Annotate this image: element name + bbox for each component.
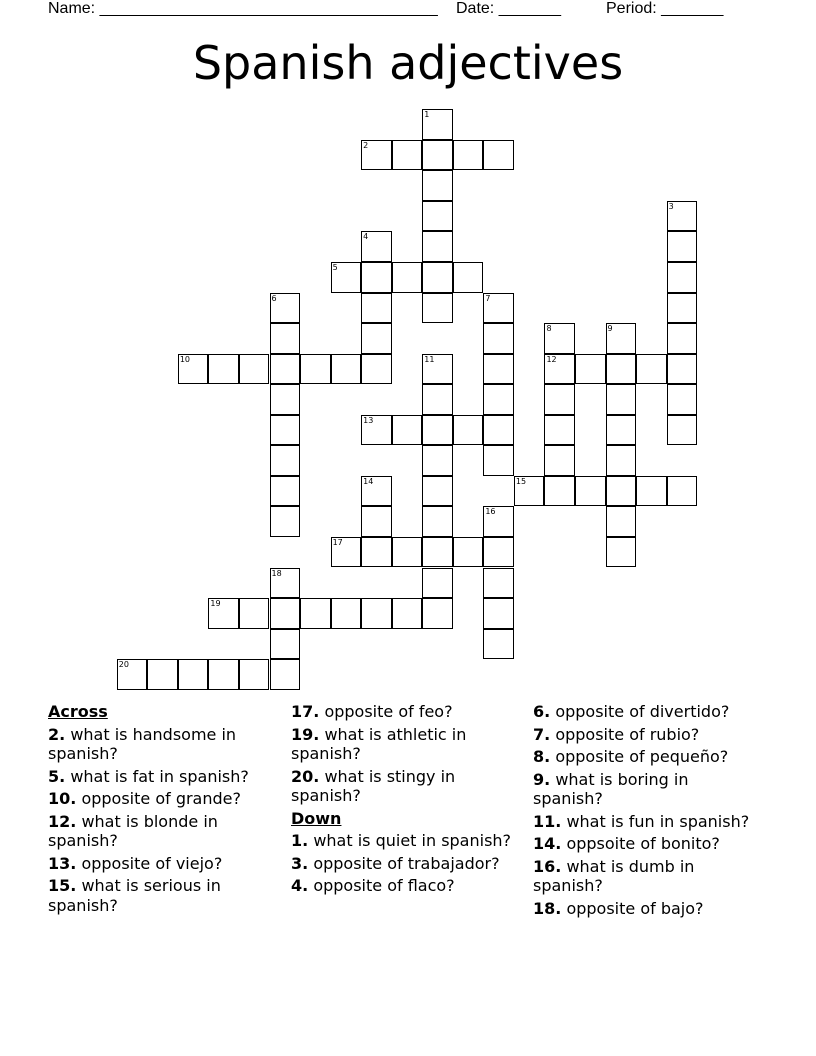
grid-cell[interactable]	[270, 415, 301, 446]
grid-cell[interactable]	[270, 598, 301, 629]
grid-cell[interactable]	[422, 231, 453, 262]
across-heading: Across	[48, 702, 108, 721]
date-field[interactable]: Date: _______	[456, 0, 561, 17]
grid-cell[interactable]	[483, 445, 514, 476]
grid-cell[interactable]	[606, 506, 637, 537]
grid-cell[interactable]	[575, 476, 606, 507]
grid-cell[interactable]	[422, 201, 453, 232]
grid-cell[interactable]	[361, 476, 392, 507]
grid-cell[interactable]	[392, 262, 423, 293]
grid-cell[interactable]	[392, 598, 423, 629]
grid-cell[interactable]	[544, 323, 575, 354]
grid-cell[interactable]	[422, 384, 453, 415]
grid-cell[interactable]	[239, 354, 270, 385]
grid-cell[interactable]	[270, 323, 301, 354]
grid-cell[interactable]	[178, 659, 209, 690]
cell-number: 17	[332, 537, 343, 547]
grid-cell[interactable]	[667, 415, 698, 446]
clue-down-4: 4. opposite of flaco?	[291, 876, 455, 895]
grid-cell[interactable]	[544, 354, 575, 385]
grid-cell[interactable]	[544, 445, 575, 476]
grid-cell[interactable]	[208, 354, 239, 385]
grid-cell[interactable]	[453, 140, 484, 171]
grid-cell[interactable]	[483, 354, 514, 385]
grid-cell[interactable]	[483, 293, 514, 324]
clue-across-17: 17. opposite of feo?	[291, 702, 453, 721]
grid-cell[interactable]	[392, 140, 423, 171]
name-field[interactable]: Name: ______________________________________	[48, 0, 438, 17]
cell-number: 5	[332, 263, 338, 272]
clue-across-2: 2. what is handsome in spanish?	[48, 724, 237, 763]
cell-number: 1	[424, 110, 430, 120]
clue-down-1: 1. what is quiet in spanish?	[291, 831, 512, 850]
grid-cell[interactable]	[270, 506, 301, 537]
grid-cell[interactable]	[361, 506, 392, 537]
grid-cell[interactable]	[300, 354, 331, 385]
grid-cell[interactable]	[361, 537, 392, 568]
cell-number: 4	[363, 232, 369, 242]
grid-cell[interactable]	[422, 537, 453, 568]
grid-cell[interactable]	[483, 506, 514, 537]
grid-cell[interactable]	[361, 598, 392, 629]
cell-number: 11	[424, 354, 435, 364]
grid-cell[interactable]	[667, 231, 698, 262]
cell-number: 15	[515, 476, 527, 486]
grid-cell[interactable]	[331, 354, 362, 385]
grid-cell[interactable]	[422, 109, 453, 140]
grid-cell[interactable]	[483, 323, 514, 354]
cell-number: 16	[485, 507, 496, 517]
grid-cell[interactable]	[606, 323, 637, 354]
cell-number: 10	[179, 354, 191, 364]
grid-cell[interactable]	[483, 598, 514, 629]
grid-cell[interactable]	[544, 476, 575, 507]
clue-down-11: 11. what is fun in spanish?	[533, 811, 750, 831]
period-field[interactable]: Period: _______	[606, 0, 724, 17]
grid-cell[interactable]	[392, 537, 423, 568]
grid-cell[interactable]	[514, 476, 545, 507]
grid-cell[interactable]	[422, 293, 453, 324]
clue-down-18: 18. opposite of bajo?	[533, 898, 704, 918]
grid-cell[interactable]	[606, 354, 637, 385]
grid-cell[interactable]	[331, 598, 362, 629]
grid-cell[interactable]	[606, 384, 637, 415]
grid-cell[interactable]	[270, 659, 301, 690]
grid-cell[interactable]	[361, 231, 392, 262]
grid-cell[interactable]	[361, 415, 392, 446]
grid-cell[interactable]	[392, 415, 423, 446]
grid-cell[interactable]	[667, 201, 698, 232]
grid-cell[interactable]	[270, 384, 301, 415]
grid-cell[interactable]	[606, 445, 637, 476]
clue-across-5: 5. what is fat in spanish?	[48, 766, 249, 786]
grid-cell[interactable]	[147, 659, 178, 690]
cell-number: 19	[210, 599, 221, 609]
grid-cell[interactable]	[483, 537, 514, 568]
clue-across-15: 15. what is serious in spanish?	[48, 876, 221, 915]
grid-cell[interactable]	[483, 384, 514, 415]
cell-number: 7	[485, 293, 491, 303]
clue-down-16: 16. what is dumb in spanish?	[533, 856, 695, 895]
grid-cell[interactable]	[636, 354, 667, 385]
clue-across-20: 20. what is stingy in spanish?	[291, 766, 456, 805]
grid-cell[interactable]	[422, 445, 453, 476]
cell-number: 14	[363, 476, 374, 486]
grid-cell[interactable]	[667, 384, 698, 415]
grid-cell[interactable]	[270, 629, 301, 660]
cell-number: 13	[363, 415, 374, 425]
cell-number: 12	[546, 354, 557, 364]
grid-cell[interactable]	[422, 506, 453, 537]
clue-down-8: 8. opposite of pequeño?	[533, 747, 729, 766]
grid-cell[interactable]	[422, 262, 453, 293]
grid-cell[interactable]	[270, 476, 301, 507]
grid-cell[interactable]	[270, 293, 301, 324]
grid-cell[interactable]	[422, 598, 453, 629]
grid-cell[interactable]	[636, 476, 667, 507]
grid-cell[interactable]	[422, 476, 453, 507]
cell-number: 18	[271, 568, 282, 578]
grid-cell[interactable]	[361, 323, 392, 354]
cell-number: 3	[668, 201, 674, 211]
grid-cell[interactable]	[331, 262, 362, 293]
grid-cell[interactable]	[117, 659, 148, 690]
grid-cell[interactable]	[483, 415, 514, 446]
grid-cell[interactable]	[422, 170, 453, 201]
grid-cell[interactable]	[453, 415, 484, 446]
grid-cell[interactable]	[361, 293, 392, 324]
clue-across-10: 10. opposite of grande?	[48, 789, 241, 808]
grid-cell[interactable]	[422, 568, 453, 599]
cell-number: 20	[118, 660, 129, 670]
clue-down-6: 6. opposite of divertido?	[533, 702, 730, 721]
grid-cell[interactable]	[239, 659, 270, 690]
grid-cell[interactable]	[544, 415, 575, 446]
grid-cell[interactable]	[483, 568, 514, 599]
clue-down-14: 14. oppsoite of bonito?	[533, 834, 720, 853]
down-heading: Down	[291, 808, 342, 828]
grid-cell[interactable]	[667, 354, 698, 385]
grid-cell[interactable]	[270, 354, 301, 385]
grid-cell[interactable]	[575, 354, 606, 385]
cell-number: 2	[363, 140, 369, 150]
grid-cell[interactable]	[239, 598, 270, 629]
grid-cell[interactable]	[606, 476, 637, 507]
grid-cell[interactable]	[270, 445, 301, 476]
grid-cell[interactable]	[422, 415, 453, 446]
grid-cell[interactable]	[667, 476, 698, 507]
grid-cell[interactable]	[483, 140, 514, 171]
grid-cell[interactable]	[483, 629, 514, 660]
grid-cell[interactable]	[422, 140, 453, 171]
clue-column-1	[48, 702, 278, 918]
grid-cell[interactable]	[208, 598, 239, 629]
grid-cell[interactable]	[208, 659, 239, 690]
puzzle-title: Spanish adjectives	[192, 36, 624, 90]
grid-cell[interactable]	[331, 537, 362, 568]
clue-across-19: 19. what is athletic in spanish?	[291, 724, 467, 763]
grid-cell[interactable]	[422, 354, 453, 385]
grid-cell[interactable]	[300, 598, 331, 629]
grid-cell[interactable]	[544, 384, 575, 415]
grid-cell[interactable]	[667, 293, 698, 324]
grid-cell[interactable]	[453, 537, 484, 568]
cell-number: 9	[607, 324, 613, 334]
clue-down-3: 3. opposite of trabajador?	[291, 853, 500, 873]
clue-down-7: 7. opposite of rubio?	[533, 724, 700, 744]
clue-column-2	[291, 702, 521, 899]
grid-cell[interactable]	[361, 354, 392, 385]
clue-column-3	[533, 702, 763, 921]
grid-cell[interactable]	[606, 415, 637, 446]
clue-across-13: 13. opposite of viejo?	[48, 853, 223, 873]
grid-cell[interactable]	[361, 140, 392, 171]
grid-cell[interactable]	[361, 262, 392, 293]
grid-cell[interactable]	[606, 537, 637, 568]
grid-cell[interactable]	[178, 354, 209, 385]
clue-down-9: 9. what is boring in spanish?	[533, 769, 689, 808]
grid-cell[interactable]	[667, 262, 698, 293]
clue-across-12: 12. what is blonde in spanish?	[48, 811, 218, 850]
cell-number: 6	[271, 293, 277, 303]
grid-cell[interactable]	[667, 323, 698, 354]
grid-cell[interactable]	[270, 568, 301, 599]
cell-number: 8	[546, 324, 552, 334]
grid-cell[interactable]	[453, 262, 484, 293]
